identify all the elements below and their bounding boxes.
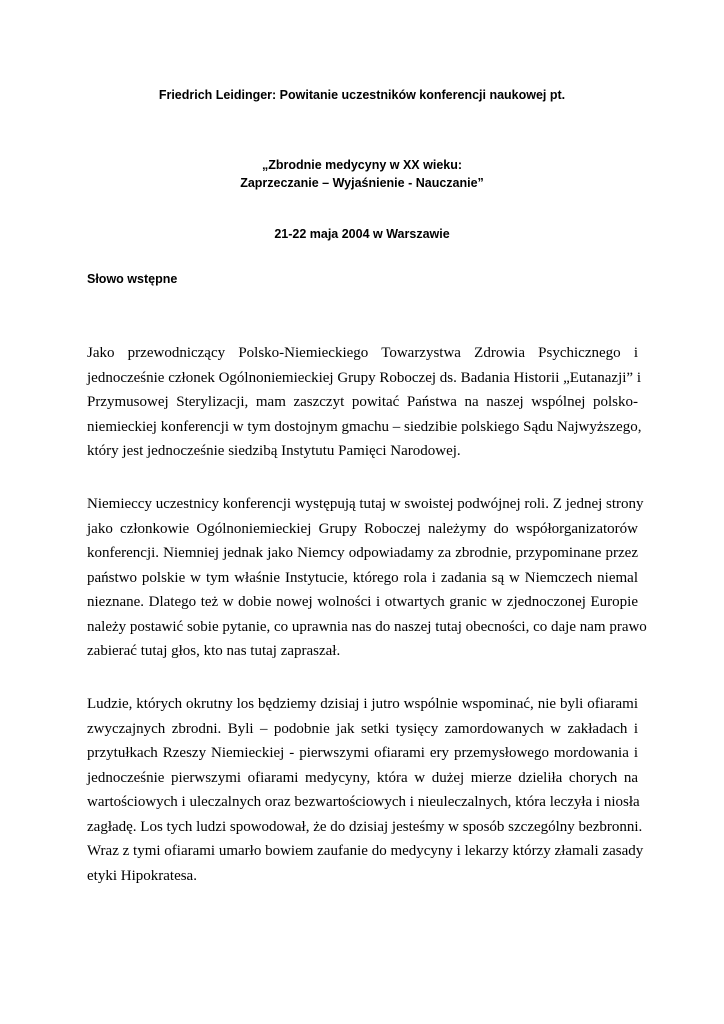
paragraph-line: konferencji. Niemniej jednak jako Niemcy odpowiadamy za zbrodnie, przypominane przez bbox=[87, 545, 638, 561]
paragraph-line: jako członkowie Ogólnoniemieckiej Grupy Roboczej należymy do współorganizatorów bbox=[87, 520, 638, 537]
conference-name-line: „Zbrodnie medycyny w XX wieku: bbox=[261, 158, 463, 172]
paragraph-line: który jest jednocześnie siedzibą Instytutu Pamięci Narodowej. bbox=[87, 443, 461, 459]
paragraph-line: Ludzie, których okrutny los będziemy dzisiaj i jutro wspólnie wspominać, nie byli ofiarami bbox=[87, 696, 638, 712]
paragraph-line: zagładę. Los tych ludzi spowodował, że do dzisiaj jesteśmy w sposób szczególny bezbronni. bbox=[87, 818, 643, 835]
paragraph-line: Niemieccy uczestnicy konferencji występują tutaj w swoistej podwójnej roli. Z jednej strony bbox=[87, 496, 644, 512]
paragraph-line: zwyczajnych zbrodni. Byli – podobnie jak setki tysięcy zamordowanych w zakładach i bbox=[87, 720, 638, 737]
paragraph-2 bbox=[87, 492, 647, 664]
paragraph-line: należy postawić sobie pytanie, co uprawnia nas do naszej tutaj obecności, co daje nam prawo bbox=[87, 618, 647, 635]
paragraph-line: wartościowych i uleczalnych oraz bezwartościowych i nieuleczalnych, która leczyła i niosła bbox=[87, 794, 640, 810]
paragraph-line: Wraz z tymi ofiarami umarło bowiem zaufanie do medycyny i lekarzy którzy złamali zasady bbox=[87, 843, 644, 859]
paragraph-3 bbox=[87, 692, 644, 888]
paragraph-line: etyki Hipokratesa. bbox=[87, 867, 197, 884]
conference-name-line: Zaprzeczanie – Wyjaśnienie - Nauczanie” bbox=[240, 176, 484, 190]
paragraph-line: jednocześnie pierwszymi ofiarami medycyny, która w dużej mierze dzieliła chorych na bbox=[87, 769, 638, 786]
paragraph-line: nieznane. Dlatego też w dobie nowej wolności i otwartych granic w zjednoczonej Europie bbox=[87, 594, 638, 610]
section-heading: Słowo wstępne bbox=[87, 272, 178, 286]
paragraph-line: Przymusowej Sterylizacji, mam zaszczyt powitać Państwa na naszej wspólnej polsko- bbox=[87, 394, 638, 410]
paragraph-line: jednocześnie członek Ogólnoniemieckiej Grupy Roboczej ds. Badania Historii „Eutanazji” i bbox=[87, 369, 641, 386]
paragraph-line: Jako przewodniczący Polsko-Niemieckiego Towarzystwa Zdrowia Psychicznego i bbox=[87, 345, 638, 361]
document-title: Friedrich Leidinger: Powitanie uczestników konferencji naukowej pt. bbox=[158, 88, 566, 102]
conference-name bbox=[60, 156, 664, 192]
paragraph-line: państwo polskie w tym właśnie Instytucie, którego rola i zadania są w Niemczech niemal bbox=[87, 569, 638, 586]
paragraph-line: przytułkach Rzeszy Niemieckiej - pierwszymi ofiarami ery przemysłowego mordowania i bbox=[87, 745, 638, 761]
paragraph-line: niemieckiej konferencji w tym dostojnym gmachu – siedzibie polskiego Sądu Najwyższego, bbox=[87, 418, 642, 435]
paragraph-line: zabierać tutaj głos, kto nas tutaj zapraszał. bbox=[87, 643, 341, 659]
paragraph-1 bbox=[87, 341, 642, 464]
conference-date: 21-22 maja 2004 w Warszawie bbox=[274, 227, 450, 241]
